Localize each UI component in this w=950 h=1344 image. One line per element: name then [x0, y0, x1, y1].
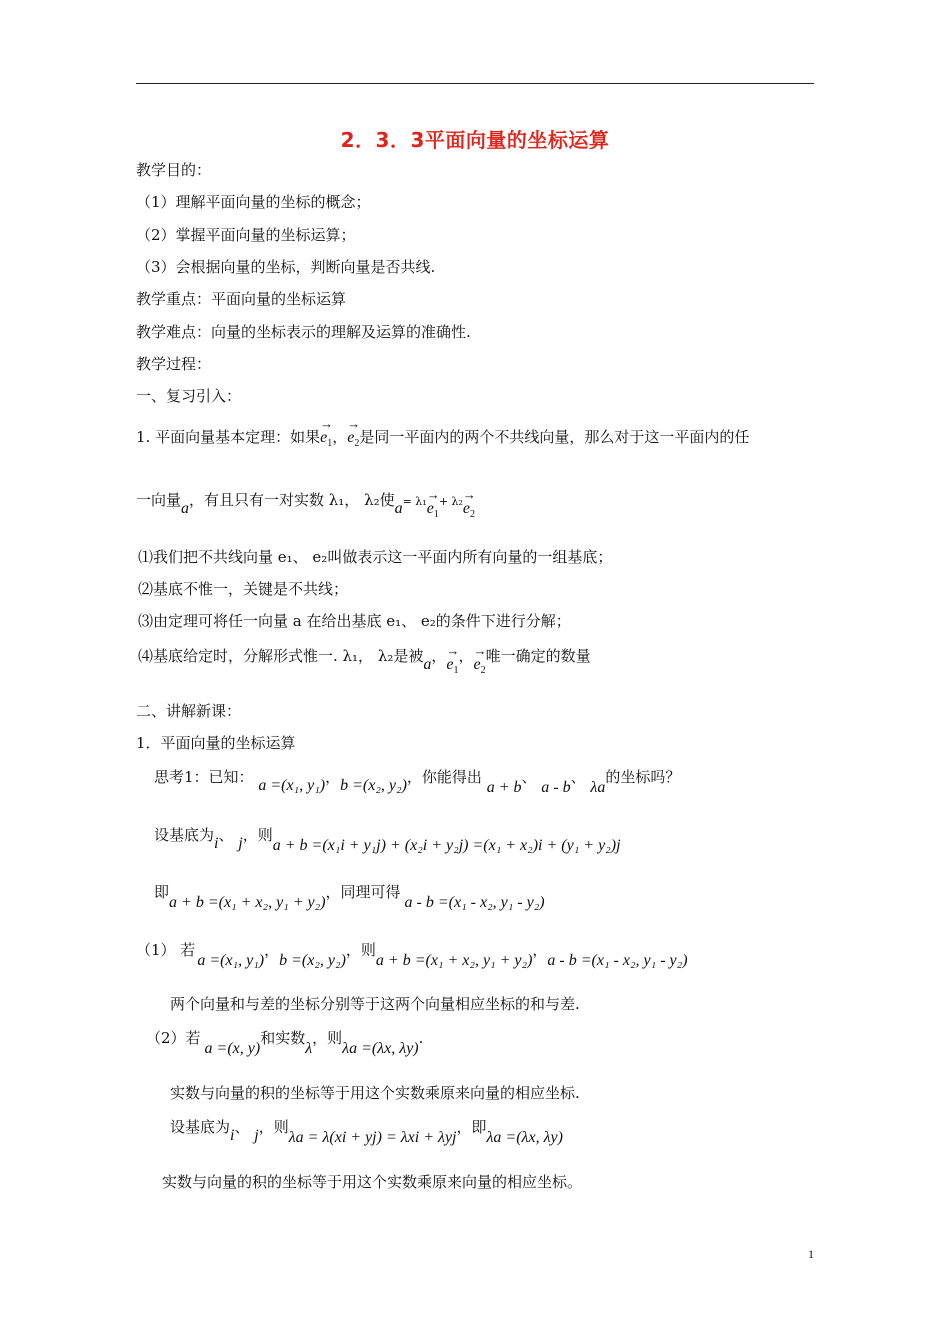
case-2-j: j: [254, 1127, 259, 1144]
note-3: ⑶由定理可将任一向量 a 在给出基底 e₁、 e₂的条件下进行分解；: [138, 612, 571, 630]
objectives-heading: 教学目的：: [136, 161, 212, 179]
case-1-a: a =(x₁, y₁): [197, 952, 265, 969]
basis-label: 设基底为: [154, 826, 215, 844]
case-2-dot: .: [418, 1029, 424, 1047]
basis-then: ，则: [242, 826, 273, 844]
e1-vector: → $e_1$: [426, 487, 440, 520]
theorem-text-e: ，有且只有一对实数 λ₁， λ₂使: [189, 491, 395, 509]
ji-line: [154, 882, 545, 911]
ji-label: 即: [154, 883, 170, 901]
ji-equation: a + b =(x₁ + x₂, y₁ + y₂): [169, 894, 326, 911]
case-2-line: [146, 1028, 424, 1057]
think-lambda-a: λa: [590, 779, 606, 796]
note-4-b: ，: [431, 647, 447, 665]
case-2-eq-2: λa = λ(xi + yj) = λxi + λyj: [288, 1129, 457, 1146]
theorem-text-d: 一向量: [136, 491, 182, 509]
case-2-label: （2）若: [146, 1029, 201, 1047]
objective-item-1: （1）理解平面向量的坐标的概念；: [136, 193, 371, 211]
case-2-i: i: [230, 1127, 235, 1144]
case-2-a: a =(x, y): [204, 1040, 261, 1057]
note-4-d: 唯一确定的数量: [485, 647, 591, 665]
difficulty: 教学难点：向量的坐标表示的理解及运算的准确性.: [136, 323, 471, 341]
e2-vector: → $e_2$: [347, 416, 361, 449]
basis-equation: a + b =(x₁i + y₁j) + (x₂i + y₂j) =(x₁ + x₂)i + (y₁ + y₂)j: [272, 837, 621, 854]
think-sum: a + b: [486, 779, 522, 796]
case-2-then-2: ，则: [258, 1118, 289, 1136]
note-4: ⑷基底给定时，分解形式惟一. λ₁， λ₂是被a， → $e_1$， → $e_2$唯一确定的数量: [138, 646, 591, 673]
case-2-note: 实数与向量的积的坐标等于用这个实数乘原来向量的相应坐标.: [170, 1084, 580, 1102]
basis-j: j: [238, 835, 243, 852]
ji-equation-2: a - b =(x₁ - x₂, y₁ - y₂): [404, 894, 545, 911]
think-end: 的坐标吗？: [605, 768, 681, 786]
theorem-line-1: [136, 416, 750, 454]
theorem-text-a: 1. 平面向量基本定理：如果: [136, 428, 321, 446]
theorem-text-b: ，: [332, 428, 348, 446]
review-heading: 一、复习引入：: [136, 387, 242, 405]
think-mid: ，你能得出: [406, 768, 482, 786]
think-1: [154, 767, 681, 796]
header-rule: [136, 83, 814, 84]
objective-item-3: （3）会根据向量的坐标，判断向量是否共线.: [136, 258, 436, 276]
ji-mid: ，同理可得: [325, 883, 401, 901]
think-comma: ，: [325, 768, 341, 786]
note-4-a: ⑷基底给定时，分解形式惟一. λ₁， λ₂是被: [138, 647, 424, 665]
e1-vector: → $e_1$: [320, 416, 334, 449]
process-heading: 教学过程：: [136, 355, 212, 373]
case-1-comma: ，: [264, 941, 280, 959]
think-a: a =(x₁, y₁): [258, 777, 326, 794]
case-1-then: ，则: [345, 941, 376, 959]
page-number: 1: [808, 1247, 814, 1261]
theorem-text-c: 是同一平面内的两个不共线向量，那么对于这一平面内的任: [359, 428, 750, 446]
think-sep2: 、: [570, 768, 586, 786]
think-diff: a - b: [541, 779, 571, 796]
theorem-line-2: 一向量a，有且只有一对实数 λ₁， λ₂使a= λ₁ → $e_1+ \lambda_2$ → $e_2$: [136, 490, 475, 517]
theorem-eq: = λ₁: [402, 495, 427, 508]
note-1: ⑴我们把不共线向量 e₁、 e₂叫做表示这一平面内所有向量的一组基底；: [138, 548, 613, 566]
basis-sep: 、: [218, 826, 234, 844]
case-1-note: 两个向量和与差的坐标分别等于这两个向量相应坐标的和与差.: [170, 995, 580, 1013]
case-2-eq-3: λa =(λx, λy): [486, 1129, 563, 1146]
note-2: ⑵基底不惟一，关键是不共线；: [138, 580, 349, 598]
case-2-sep: 、: [234, 1118, 250, 1136]
case-2-lambda: λ: [305, 1040, 313, 1057]
think-label: 思考1：已知：: [154, 768, 254, 786]
e1-vector: → $e_1$: [446, 643, 460, 676]
case-1-line: [136, 940, 688, 969]
case-2-mid: 和实数: [260, 1029, 306, 1047]
case-1-sum: a + b =(x₁ + x₂, y₁ + y₂): [375, 952, 533, 969]
basis-i: i: [214, 835, 219, 852]
think-sep1: 、: [521, 768, 537, 786]
key-point: 教学重点：平面向量的坐标运算: [136, 290, 347, 308]
e2-vector: → $e_2$: [462, 487, 476, 520]
case-2-then: ，则: [312, 1029, 343, 1047]
case-2-basis-label: 设基底为: [170, 1118, 231, 1136]
e2-vector: → $e_2$: [473, 643, 487, 676]
section-1-heading: 1．平面向量的坐标运算: [136, 734, 296, 752]
theorem-plus: + λ₂: [438, 495, 463, 508]
new-heading: 二、讲解新课：: [136, 702, 242, 720]
basis-line: [154, 825, 621, 854]
page-title: 2．3．3平面向量的坐标运算: [340, 128, 610, 152]
case-2-eq: λa =(λx, λy): [342, 1040, 419, 1057]
case-1-comma-2: ，: [532, 941, 548, 959]
case-2-basis-line: [170, 1117, 563, 1146]
note-4-c: ，: [458, 647, 474, 665]
objective-item-2: （2）掌握平面向量的坐标运算；: [136, 226, 356, 244]
case-2-ji: ，即: [456, 1118, 487, 1136]
case-1-b: b =(x₂, y₂): [279, 952, 346, 969]
think-b: b =(x₂, y₂): [340, 777, 407, 794]
final-note: 实数与向量的积的坐标等于用这个实数乘原来向量的相应坐标。: [162, 1173, 583, 1191]
case-1-diff: a - b =(x₁ - x₂, y₁ - y₂): [547, 952, 688, 969]
case-1-label: （1） 若: [136, 941, 196, 959]
